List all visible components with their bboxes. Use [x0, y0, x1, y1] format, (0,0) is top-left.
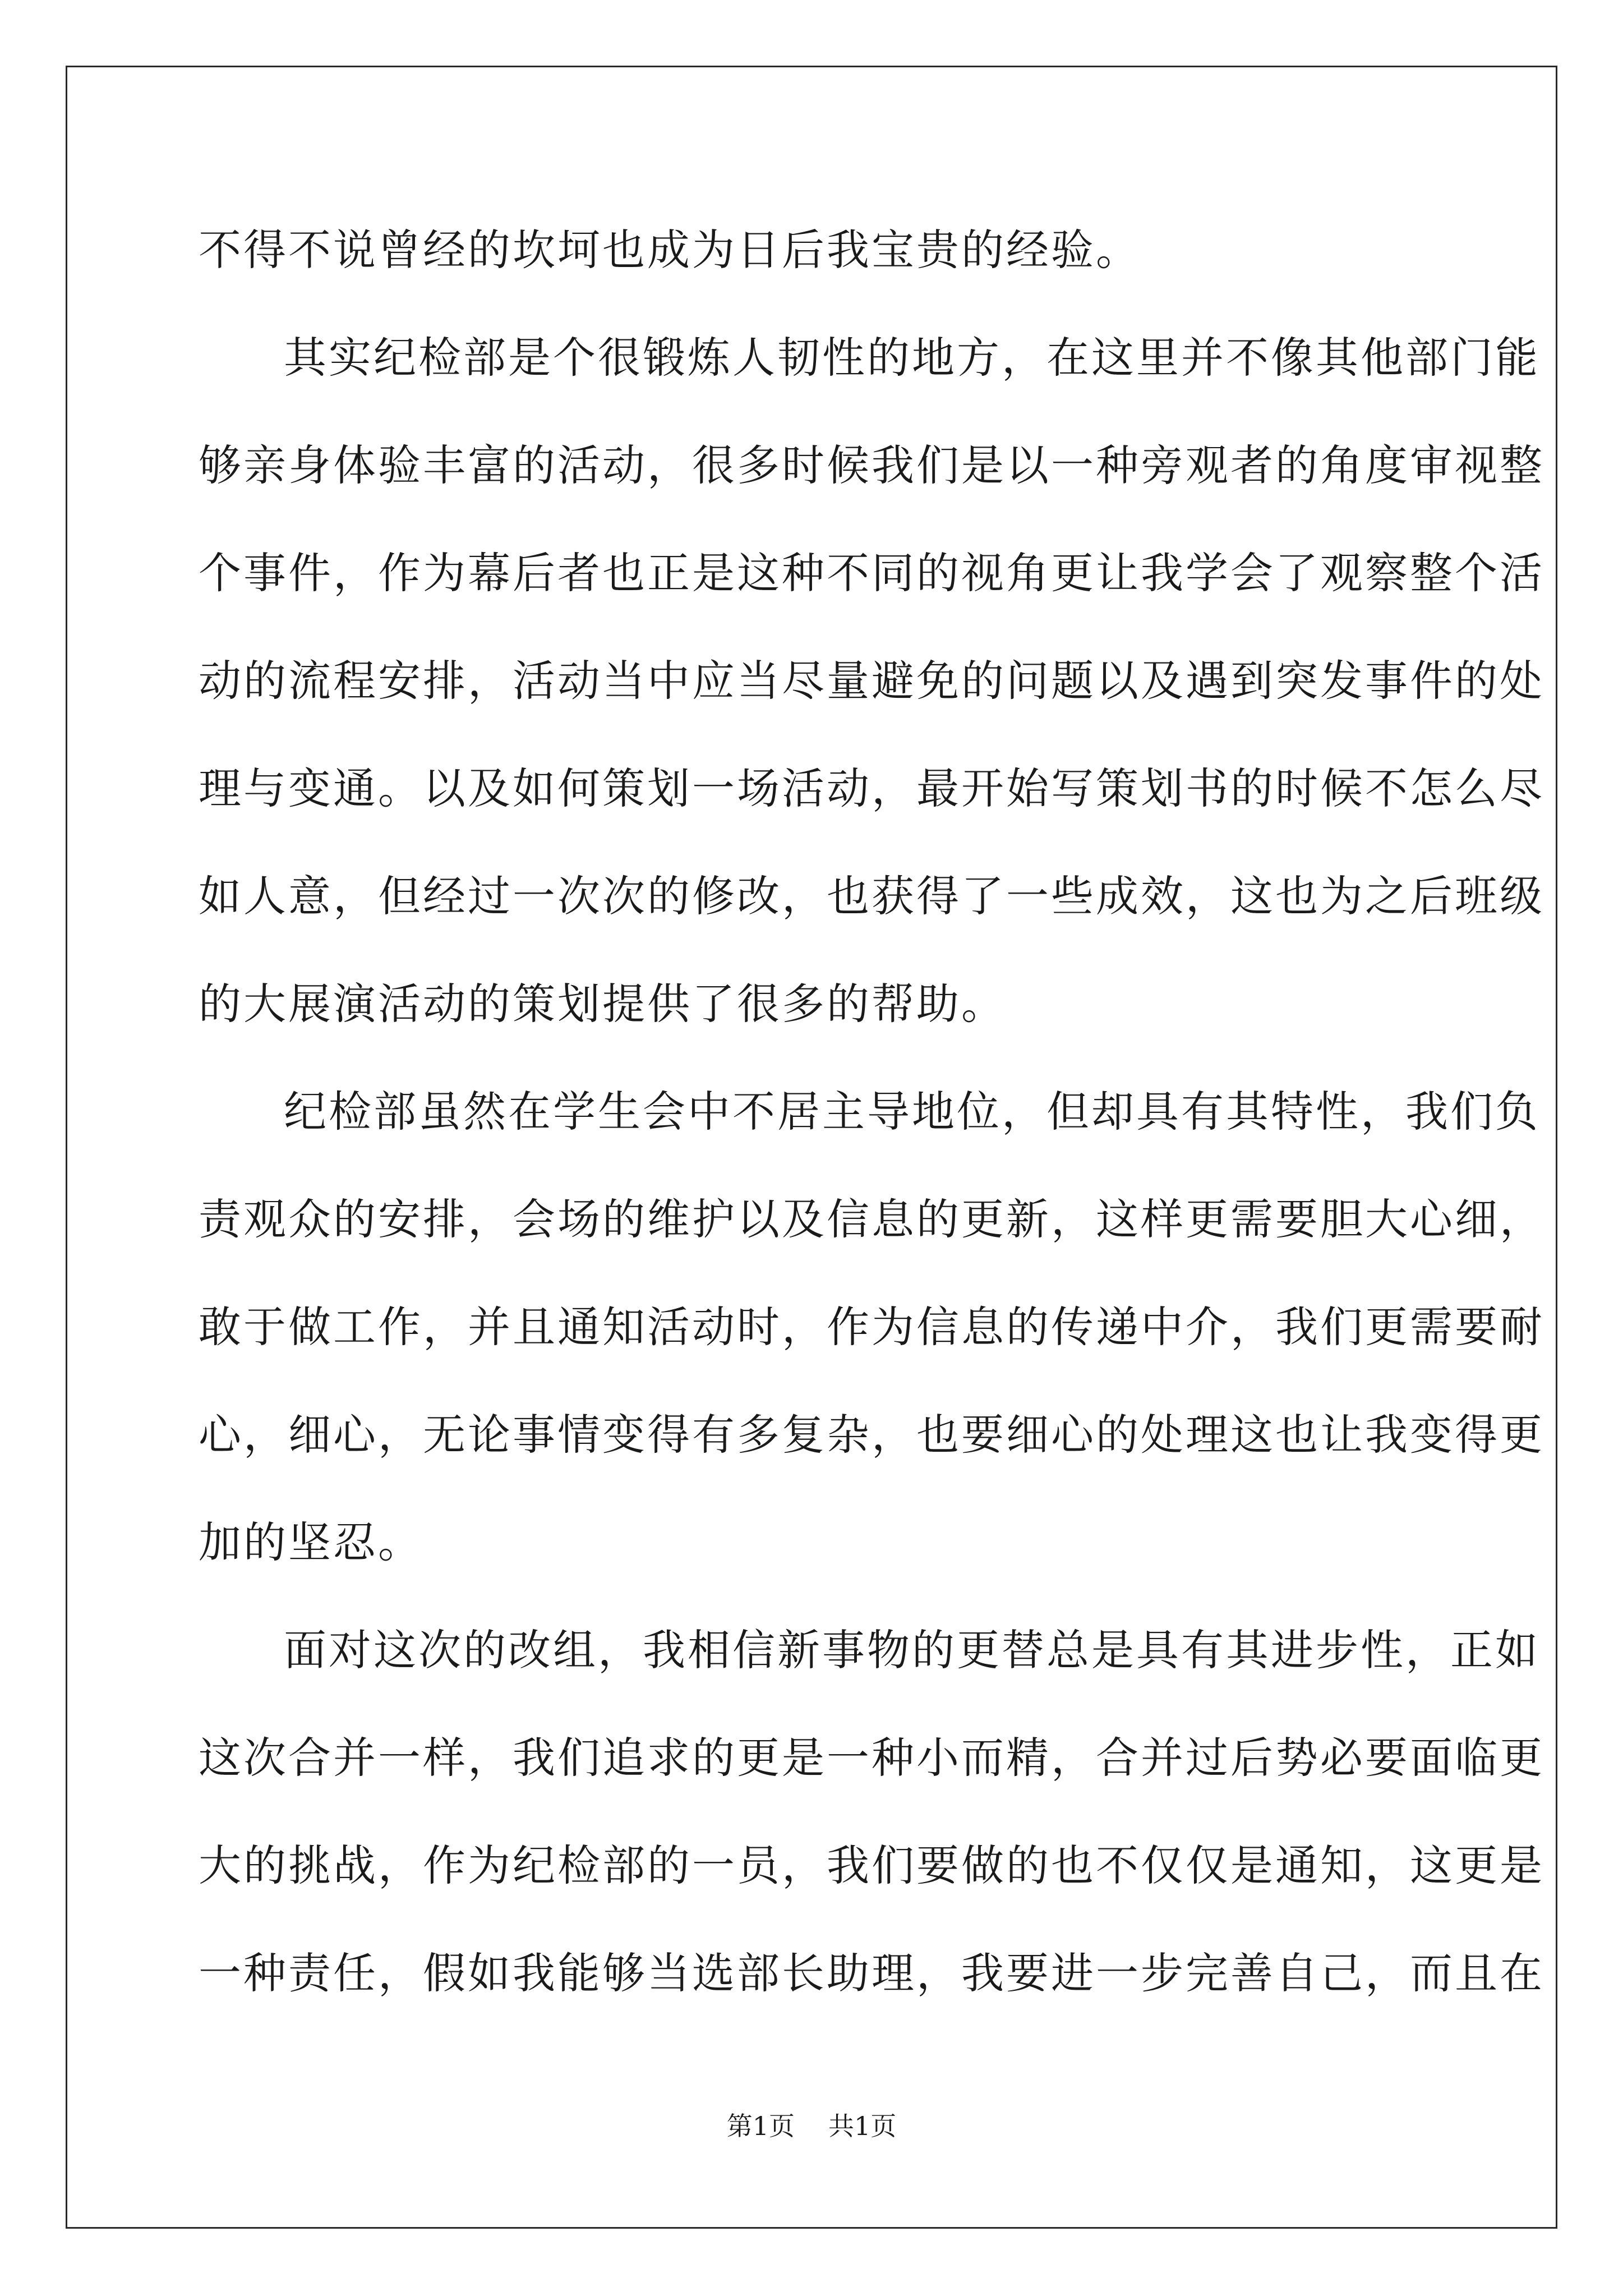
text-line: 够亲身体验丰富的活动，很多时候我们是以一种旁观者的角度审视整	[199, 440, 1544, 490]
text-line: 一种责任，假如我能够当选部长助理，我要进一步完善自己，而且在	[199, 1948, 1544, 1998]
text-line: 这次合并一样，我们追求的更是一种小而精，合并过后势必要面临更	[199, 1733, 1544, 1783]
text-line: 大的挑战，作为纪检部的一员，我们要做的也不仅仅是通知，这更是	[199, 1841, 1544, 1890]
text-line: 心，细心，无论事情变得有多复杂，也要细心的处理这也让我变得更	[199, 1410, 1544, 1460]
text-line: 如人意，但经过一次次的修改，也获得了一些成效，这也为之后班级	[199, 871, 1544, 921]
text-line: 的大展演活动的策划提供了很多的帮助。	[199, 979, 1006, 1029]
text-line: 纪检部虽然在学生会中不居主导地位，但却具有其特性，我们负	[284, 1087, 1540, 1137]
text-line: 面对这次的改组，我相信新事物的更替总是具有其进步性，正如	[284, 1625, 1540, 1675]
page-footer	[0, 2109, 1623, 2143]
total-pages: 共1页	[828, 2111, 897, 2141]
text-line: 加的坚忍。	[199, 1517, 423, 1567]
document-body	[199, 196, 1544, 2027]
text-line: 理与变通。以及如何策划一场活动，最开始写策划书的时候不怎么尽	[199, 763, 1544, 813]
text-line: 敢于做工作，并且通知活动时，作为信息的传递中介，我们更需要耐	[199, 1302, 1544, 1352]
text-line: 责观众的安排，会场的维护以及信息的更新，这样更需要胆大心细，	[199, 1194, 1544, 1244]
text-line: 个事件，作为幕后者也正是这种不同的视角更让我学会了观察整个活	[199, 548, 1544, 598]
text-line: 不得不说曾经的坎坷也成为日后我宝贵的经验。	[199, 225, 1141, 275]
text-line: 动的流程安排，活动当中应当尽量避免的问题以及遇到突发事件的处	[199, 656, 1544, 706]
page-number: 第1页	[726, 2111, 795, 2141]
text-line: 其实纪检部是个很锻炼人韧性的地方，在这里并不像其他部门能	[284, 333, 1540, 383]
